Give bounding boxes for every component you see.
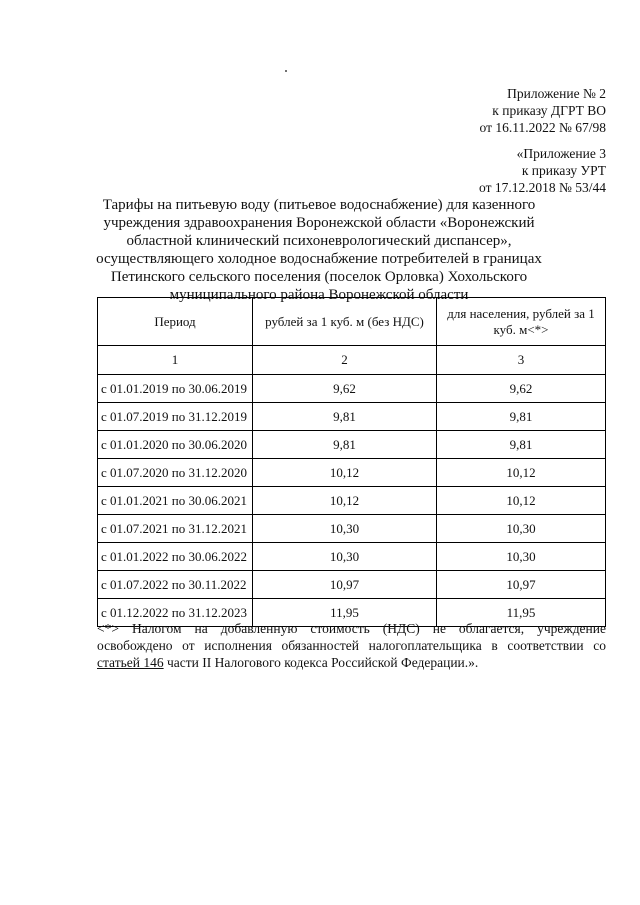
appendix-quoted-header [479,145,606,196]
table-row [98,431,606,459]
period-cell: с 01.07.2020 по 31.12.2020 [98,459,253,487]
tariff-table [97,297,606,627]
population-price-cell: 9,62 [437,375,606,403]
population-price-cell: 9,81 [437,431,606,459]
population-price-cell: 9,81 [437,403,606,431]
document-title: Тарифы на питьевую воду (питьевое водоснабжение) для казенного учреждения здравоохранения Воронежской области «Воронежский областной клинический психоневрологический диспансер», осуществляющего холодное водоснабжение потребителей в границах Петинского сельского поселения (поселок Орловка) Хохольского муниципального района Воронежской области [96,197,542,303]
table-row [98,543,606,571]
population-price-cell: 11,95 [437,599,606,627]
price-cell: 10,30 [253,515,437,543]
tax-code-article-link[interactable]: статьей 146 [97,655,164,670]
header-price-no-vat: рублей за 1 куб. м (без НДС) [253,298,437,346]
period-cell: с 01.07.2021 по 31.12.2021 [98,515,253,543]
appendix-line: к приказу УРТ [521,163,606,178]
period-cell: с 01.01.2022 по 30.06.2022 [98,543,253,571]
period-cell: с 01.01.2019 по 30.06.2019 [98,375,253,403]
appendix-line: Приложение № 2 [507,86,606,101]
period-cell: с 01.01.2020 по 30.06.2020 [98,431,253,459]
population-price-cell: 10,12 [437,487,606,515]
scan-speck [285,70,287,72]
price-cell: 10,97 [253,571,437,599]
price-cell: 9,62 [253,375,437,403]
header-period: Период [98,298,253,346]
price-cell: 9,81 [253,431,437,459]
table-row [98,459,606,487]
price-cell: 10,30 [253,543,437,571]
appendix-line: «Приложение 3 [516,146,606,161]
price-cell: 9,81 [253,403,437,431]
population-price-cell: 10,12 [437,459,606,487]
footnote-text: <*> Налогом на добавленную стоимость (НДС) не облагается, учреждение освобождено от исполнения обязанностей налогоплательщика в соответствии со [97,621,606,653]
price-cell: 11,95 [253,599,437,627]
population-price-cell: 10,30 [437,515,606,543]
population-price-cell: 10,97 [437,571,606,599]
column-number: 2 [253,346,437,375]
appendix-header [480,85,606,136]
period-cell: с 01.07.2019 по 31.12.2019 [98,403,253,431]
footnote-text-end: части II Налогового кодекса Российской Федерации.». [163,655,479,670]
header-price-population: для населения, рублей за 1 куб. м<*> [437,298,606,346]
appendix-line: от 17.12.2018 № 53/44 [479,180,606,195]
column-number: 1 [98,346,253,375]
table-header-row [98,298,606,346]
table-row [98,403,606,431]
column-number-row [98,346,606,375]
footnote [97,620,606,671]
appendix-line: к приказу ДГРТ ВО [492,103,606,118]
period-cell: с 01.12.2022 по 31.12.2023 [98,599,253,627]
column-number: 3 [437,346,606,375]
appendix-line: от 16.11.2022 № 67/98 [479,120,606,135]
price-cell: 10,12 [253,487,437,515]
period-cell: с 01.07.2022 по 30.11.2022 [98,571,253,599]
price-cell: 10,12 [253,459,437,487]
table-row [98,375,606,403]
period-cell: с 01.01.2021 по 30.06.2021 [98,487,253,515]
table-row [98,571,606,599]
table-row [98,487,606,515]
population-price-cell: 10,30 [437,543,606,571]
table-row [98,515,606,543]
